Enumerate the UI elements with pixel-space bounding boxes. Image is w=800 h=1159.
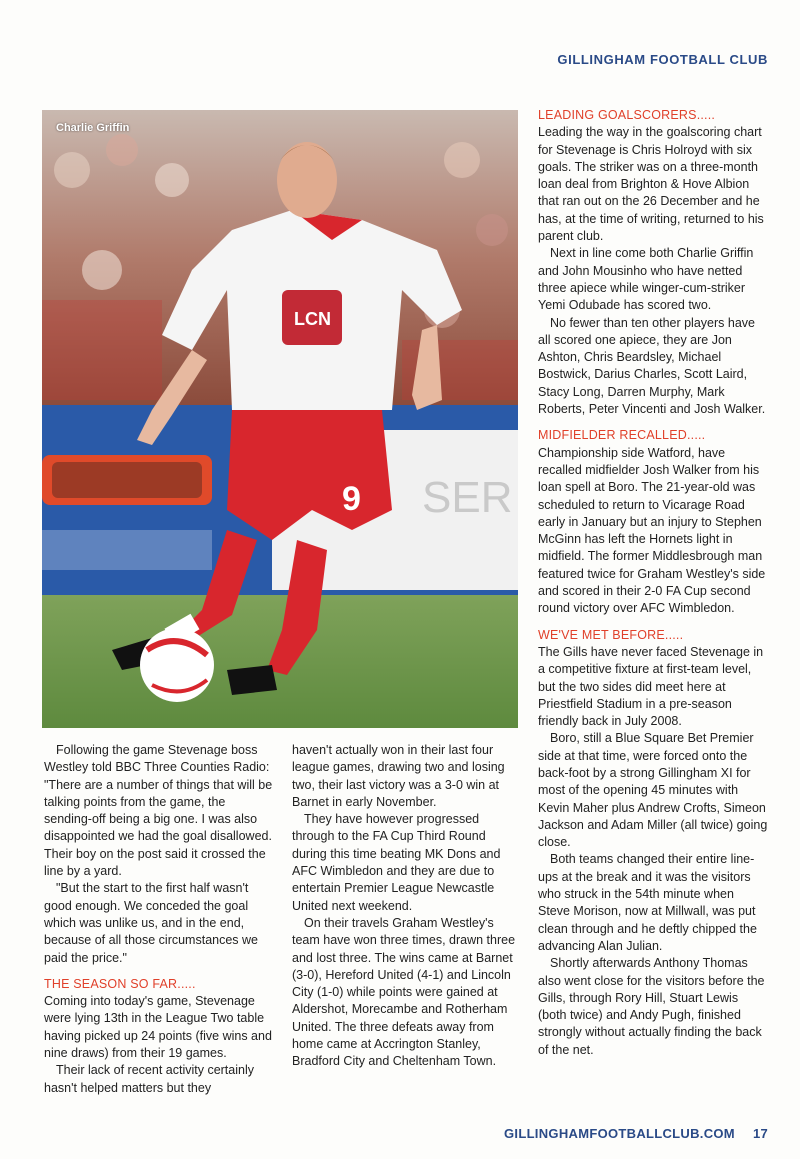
paragraph: Championship side Watford, have recalled midfielder Josh Walker from his loan spell at Boro. The 21-year-old was scheduled to return to Vicarage Road early in January but an injury to Stephen McGinn has left the Hornets light in midfield. The former Middlesbrough man featured twice for Graham Westley's side and scored in their 2-0 FA Cup second round victory over AFC Wimbledon. bbox=[538, 445, 766, 616]
article-column-3 bbox=[538, 107, 768, 1059]
page-number: 17 bbox=[752, 1126, 768, 1141]
paragraph: On their travels Graham Westley's team have won three times, drawn three and lost three. The wins came at Barnet (3-0), Hereford United (4-1) and Lincoln City (1-0) while points were gained at Aldershot, Morecambe and Rotherham United. The three defeats away from home came at Accrington Stanley, Bradford City and Cheltenham Town. bbox=[292, 915, 516, 1069]
paragraph: They have however progressed through to the FA Cup Third Round during this time beating MK Dons and AFC Wimbledon and they are due to entertain Premier League Newcastle United next weekend. bbox=[292, 812, 501, 913]
article-column-1 bbox=[44, 742, 276, 1097]
paragraph: Following the game Stevenage boss Westley told BBC Three Counties Radio: "There are a number of things that will be talking points from the game, the sending-off being a big one. I was also disappointed we had the goal disallowed. Their boy on the post said it crossed the line by a yard. bbox=[44, 743, 273, 879]
section-heading-goalscorers: LEADING GOALSCORERS..... bbox=[538, 108, 716, 122]
page-footer bbox=[504, 1126, 768, 1141]
paragraph: "But the start to the first half wasn't good enough. We conceded the goal which was unlike us, and in the end, because of all those circumstances we paid the price." bbox=[44, 881, 258, 965]
paragraph: No fewer than ten other players have all scored one apiece, they are Jon Ashton, Chris Beardsley, Michael Bostwick, Darius Charles, Scott Laird, Stacy Long, Darren Murphy, Mark Roberts, Peter Vincenti and Josh Walker. bbox=[538, 315, 766, 417]
paragraph: Shortly afterwards Anthony Thomas also went close for the visitors before the Gills, through Rory Hill, Stuart Lewis (both twice) and Andy Pugh, finished strongly without actually finding the back of the net. bbox=[538, 956, 765, 1057]
paragraph: haven't actually won in their last four league games, drawing two and losing two, their last victory was a 3-0 win at Barnet in early November. bbox=[292, 743, 505, 809]
svg-text:9: 9 bbox=[342, 480, 361, 518]
paragraph: Coming into today's game, Stevenage were lying 13th in the League Two table having picked up 24 points (five wins and nine draws) from their 19 games. bbox=[44, 994, 272, 1061]
paragraph: Both teams changed their entire line-ups at the break and it was the visitors who struck in the 54th minute when Steve Morison, now at Millwall, was put clean through and he deftly chipped the advancing Alan Julian. bbox=[538, 852, 757, 953]
section-heading-midfielder: MIDFIELDER RECALLED..... bbox=[538, 428, 706, 443]
paragraph: The Gills have never faced Stevenage in a competitive fixture at first-team level, but the two sides did meet here at Priestfield Stadium in a pre-season friendly back in July 2008. bbox=[538, 644, 764, 729]
sponsor-logo: LCN bbox=[294, 309, 331, 329]
article-column-2 bbox=[292, 742, 522, 1071]
paragraph: Next in line come both Charlie Griffin and John Mousinho who have netted three apiece while winger-cum-striker Yemi Odubade has scored two. bbox=[538, 246, 754, 313]
section-heading-season: THE SEASON SO FAR..... bbox=[44, 976, 196, 991]
svg-text:SER: SER bbox=[422, 473, 513, 522]
website-url: GILLINGHAMFOOTBALLCLUB.COM bbox=[504, 1126, 735, 1141]
section-heading-met-before: WE'VE MET BEFORE..... bbox=[538, 627, 684, 642]
paragraph: Their lack of recent activity certainly hasn't helped matters but they bbox=[44, 1063, 254, 1095]
paragraph: Boro, still a Blue Square Bet Premier side at that time, were forced onto the back-foot by a strong Gillingham XI for most of the opening 45 minutes with Kevin Maher plus Andrew Crofts, Simeon Jackson and Adam Miller (all twice) going close. bbox=[538, 731, 768, 850]
paragraph: Leading the way in the goalscoring chart for Stevenage is Chris Holroyd with six goals. The striker was on a three-month loan deal from Brighton & Hove Albion that ran out on the 26 December and he has, at the time of writing, returned to his parent club. bbox=[538, 125, 764, 244]
photo-caption: Charlie Griffin bbox=[56, 122, 130, 134]
player-photo bbox=[42, 110, 518, 728]
club-header: GILLINGHAM FOOTBALL CLUB bbox=[557, 52, 768, 67]
